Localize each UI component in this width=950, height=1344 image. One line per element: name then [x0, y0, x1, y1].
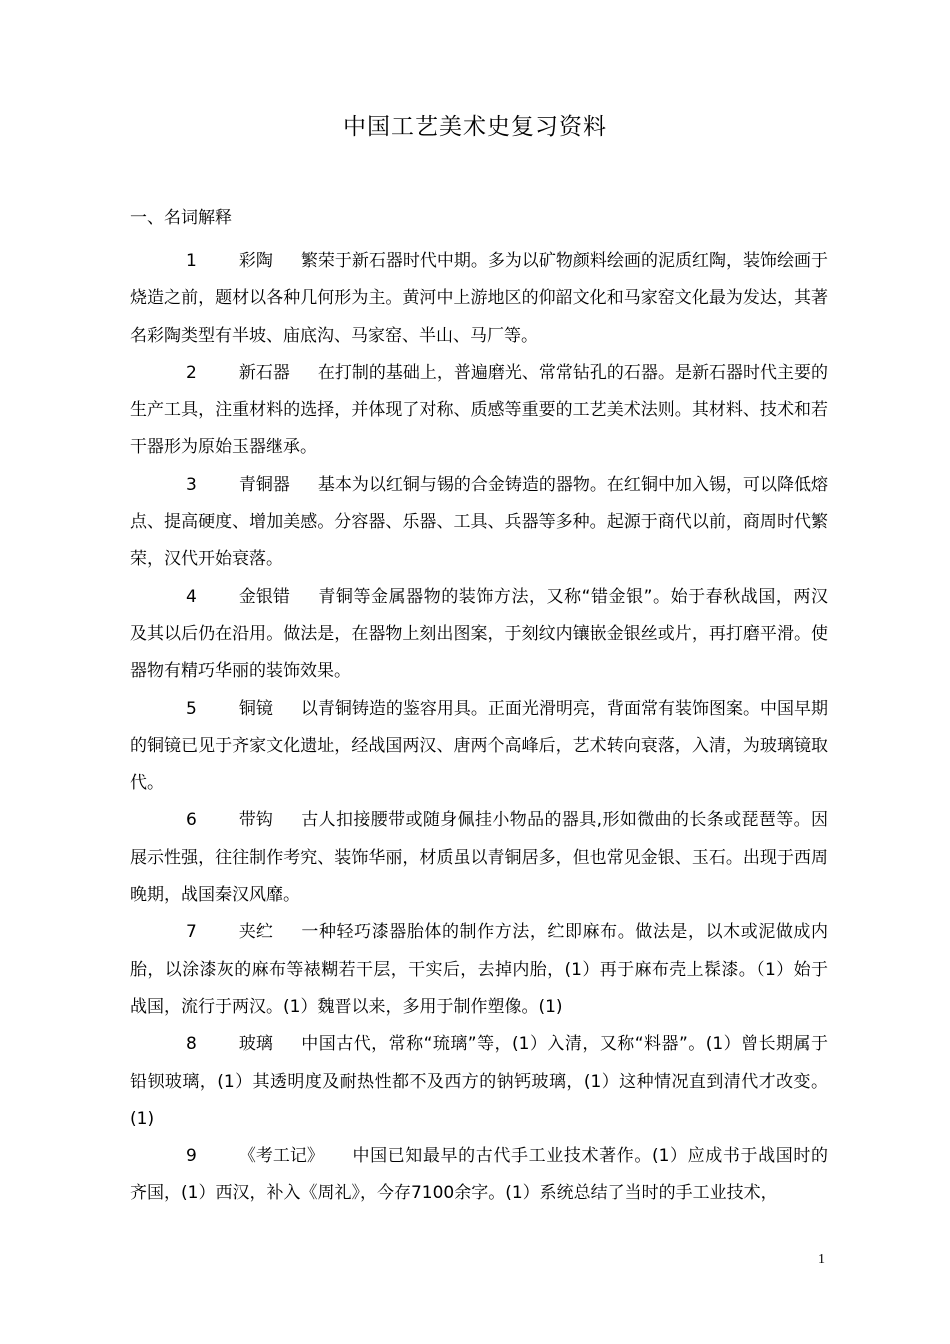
entry-definition: 古人扣接腰带或随身佩挂小物品的器具,形如微曲的长条或琵琶等。因展示性强，往往制作考究、装饰华丽，材质虽以青铜居多，但也常见金银、玉石。出现于西周晚期，战国秦汉风靡。 — [130, 810, 828, 906]
entry-term: 彩陶 — [238, 251, 273, 271]
entry-number: 2 — [186, 362, 197, 383]
glossary-entry — [130, 1026, 828, 1138]
document-title: 中国工艺美术史复习资料 — [343, 114, 607, 140]
entry-term: 夹纻 — [238, 922, 273, 943]
entry-term: 《考工记》 — [238, 1146, 324, 1167]
entry-definition: 在打制的基础上，普遍磨光、常常钻孔的石器。是新石器时代主要的生产工具，注重材料的选择，并体现了对称、质感等重要的工艺美术法则。其材料、技术和若干器形为原始玉器继承。 — [130, 362, 828, 458]
entry-number: 9 — [186, 1146, 197, 1167]
entry-term: 铜镜 — [238, 698, 273, 719]
entry-number: 7 — [186, 922, 197, 943]
entry-definition: 青铜等金属器物的装饰方法，又称“错金银”。始于春秋战国，两汉及其以后仍在沿用。做法是，在器物上刻出图案，于刻纹内镶嵌金银丝或片，再打磨平滑。使器物有精巧华丽的装饰效果。 — [130, 586, 828, 682]
entry-term: 玻璃 — [238, 1034, 273, 1055]
glossary-entry — [130, 579, 828, 691]
entry-definition: 一种轻巧漆器胎体的制作方法，纻即麻布。做法是，以木或泥做成内胎，以涂漆灰的麻布等裱糊若干层，干实后，去掉内胎，(1）再于麻布壳上髹漆。（1）始于战国，流行于两汉。(1）魏晋以来，多用于制作塑像。(1) — [130, 922, 828, 1017]
glossary-entry — [130, 691, 828, 803]
glossary-entry — [130, 467, 828, 579]
entry-number: 4 — [186, 586, 197, 607]
section-heading: 一、名词解释 — [130, 208, 232, 228]
glossary-entry — [130, 355, 828, 467]
glossary-list — [130, 243, 828, 1213]
entry-number: 5 — [186, 698, 197, 719]
glossary-entry — [130, 1138, 828, 1213]
entry-number: 8 — [186, 1034, 197, 1055]
entry-number: 3 — [186, 474, 197, 495]
entry-number: 6 — [186, 810, 197, 831]
entry-term: 新石器 — [238, 362, 290, 383]
entry-definition: 以青铜铸造的鉴容用具。正面光滑明亮，背面常有装饰图案。中国早期的铜镜已见于齐家文化遗址，经战国两汉、唐两个高峰后，艺术转向衰落，入清，为玻璃镜取代。 — [130, 698, 828, 794]
glossary-entry — [130, 802, 828, 914]
glossary-entry — [130, 914, 828, 1026]
entry-number: 1 — [186, 251, 197, 271]
entry-term: 青铜器 — [238, 474, 290, 495]
glossary-entry — [130, 243, 828, 355]
entry-definition: 基本为以红铜与锡的合金铸造的器物。在红铜中加入锡，可以降低熔点、提高硬度、增加美感。分容器、乐器、工具、兵器等多种。起源于商代以前，商周时代繁荣，汉代开始衰落。 — [130, 474, 828, 570]
entry-definition: 繁荣于新石器时代中期。多为以矿物颜料绘画的泥质红陶，装饰绘画于烧造之前，题材以各种几何形为主。黄河中上游地区的仰韶文化和马家窑文化最为发达，其著名彩陶类型有半坡、庙底沟、马家窑、半山、马厂等。 — [130, 251, 828, 346]
page-number: 1 — [818, 1252, 825, 1267]
entry-definition: 中国已知最早的古代手工业技术著作。(1）应成书于战国时的齐国，(1）西汉，补入《周礼》，今存7100余字。(1）系统总结了当时的手工业技术， — [130, 1146, 828, 1204]
entry-term: 金银错 — [238, 586, 290, 607]
entry-definition: 中国古代，常称“琉璃”等，(1）入清，又称“料器”。(1）曾长期属于铅钡玻璃，(1）其透明度及耐热性都不及西方的钠钙玻璃，(1）这种情况直到清代才改变。(1) — [130, 1034, 828, 1129]
entry-term: 带钩 — [238, 810, 273, 831]
